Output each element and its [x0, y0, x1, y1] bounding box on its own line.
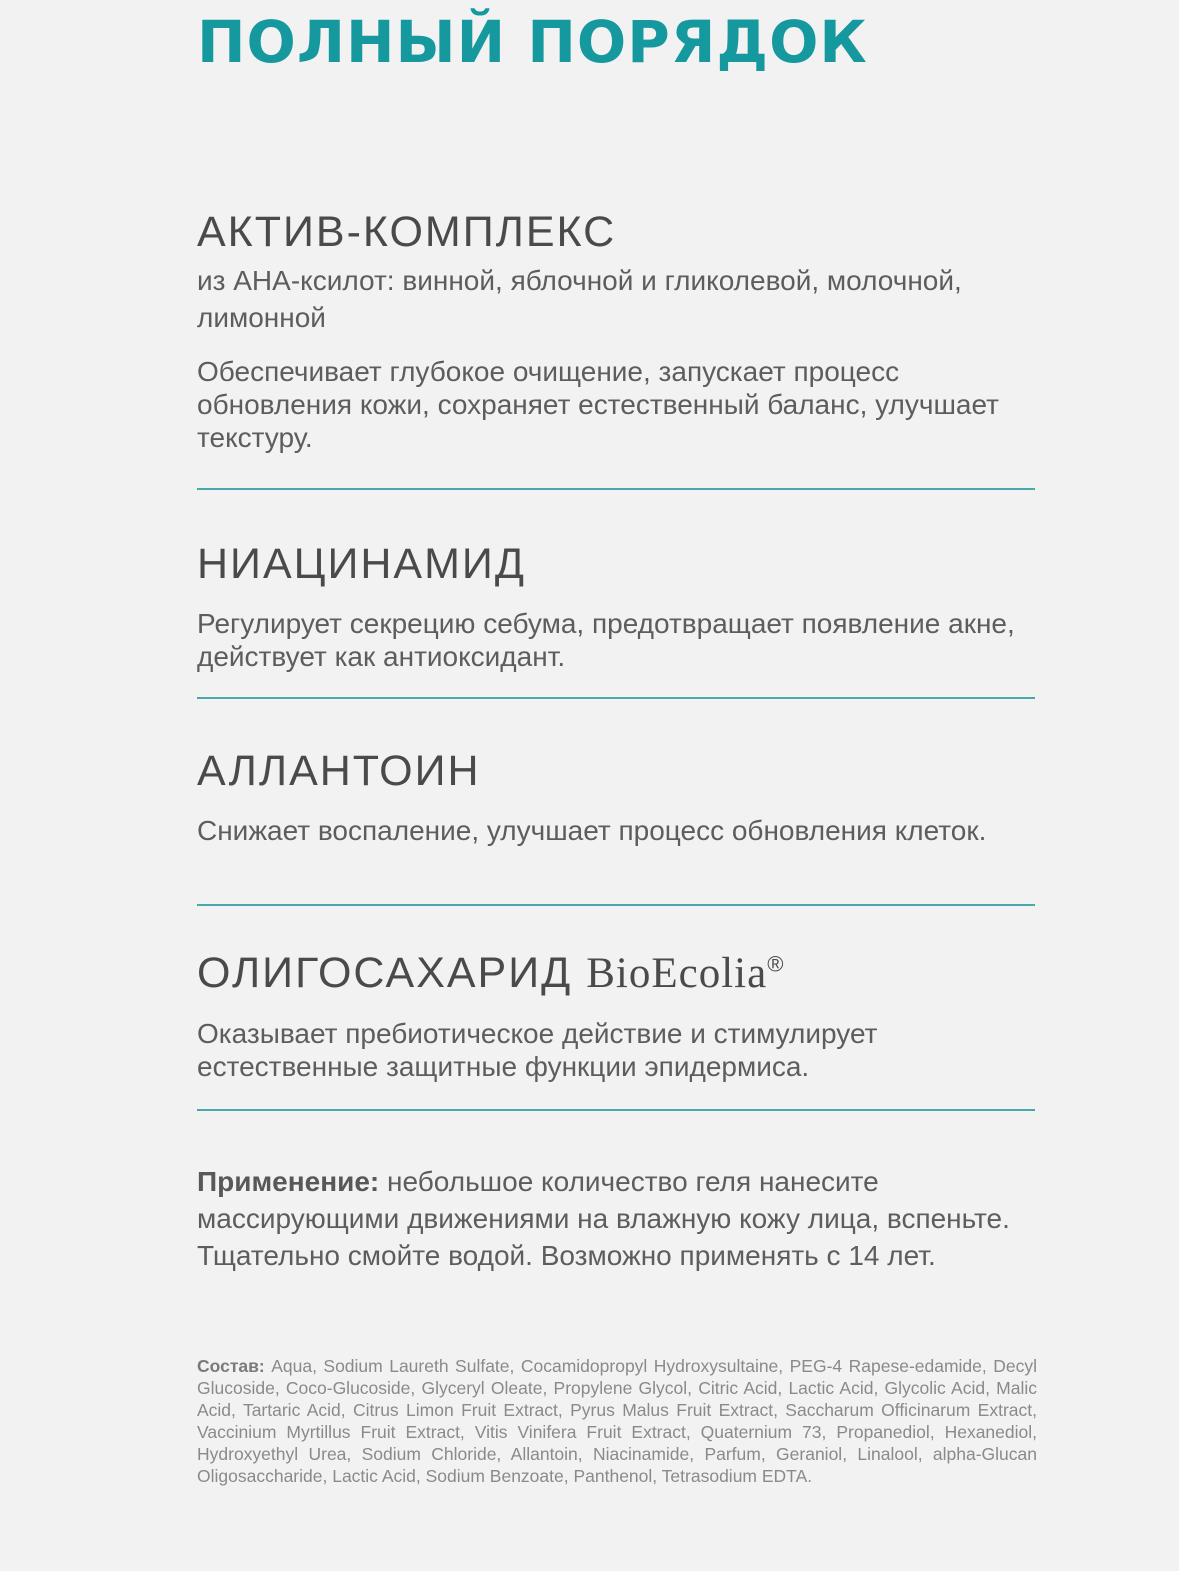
- ingredient-description: Снижает воспаление, улучшает процесс обновления клеток.: [197, 815, 987, 846]
- ingredient-title: АКТИВ-КОМПЛЕКС: [197, 208, 617, 256]
- section-divider: [197, 697, 1035, 699]
- ingredient-section-niacinamide: [197, 538, 1037, 673]
- page-title: ПОЛНЫЙ ПОРЯДОК: [197, 8, 868, 76]
- ingredient-section-oligosaccharide: [197, 947, 1037, 1083]
- section-divider: [197, 1109, 1035, 1111]
- ingredient-title-text: ОЛИГОСАХАРИД: [197, 949, 573, 997]
- ingredient-section-allantoin: [197, 745, 1037, 847]
- usage-instructions: [197, 1163, 1037, 1274]
- composition-list: [197, 1355, 1037, 1487]
- ingredient-title: АЛЛАНТОИН: [197, 747, 481, 795]
- ingredient-title: [197, 947, 1037, 1000]
- section-divider: [197, 488, 1035, 490]
- ingredient-description: Обеспечивает глубокое очищение, запускает процесс обновления кожи, сохраняет естественный баланс, улучшает текстуру.: [197, 356, 999, 453]
- ingredient-subtitle: из АНА-ксилот: винной, яблочной и гликолевой, молочной, лимонной: [197, 265, 962, 333]
- ingredient-title: НИАЦИНАМИД: [197, 540, 526, 588]
- section-divider: [197, 904, 1035, 906]
- brand-name: BioEcolia: [586, 950, 768, 997]
- usage-text: небольшое количество геля нанесите массирующими движениями на влажную кожу лица, вспеньте. Тщательно смойте водой. Возможно применять с 14 лет.: [197, 1166, 1010, 1271]
- ingredient-description: Оказывает пребиотическое действие и стимулирует естественные защитные функции эпидермиса.: [197, 1018, 878, 1082]
- composition-label: Состав:: [197, 1356, 265, 1376]
- ingredient-section-active-complex: [197, 206, 1037, 454]
- registered-mark: ®: [767, 951, 786, 977]
- composition-text: Aqua, Sodium Laureth Sulfate, Cocamidopropyl Hydroxysultaine, PEG-4 Rapese-edamide, Decyl Glucoside, Coco-Glucoside, Glyceryl Oleate, Propylene Glycol, Citric Acid, Lactic Acid, Glycolic Acid, Malic Acid, Tartaric Acid, Citrus Limon Fruit Extract, Pyrus Malus Fruit Extract, Saccharum Officinarum Extract, Vaccinium Myrtillus Fruit Extract, Vitis Vinifera Fruit Extract, Quaternium 73, Propanediol, Hexanediol, Hydroxyethyl Urea, Sodium Chloride, Allantoin, Niacinamide, Parfum, Geraniol, Linalool, alpha-Glucan Oligosaccharide, Lactic Acid, Sodium Benzoate, Panthenol, Tetrasodium EDTA.: [197, 1356, 1037, 1486]
- ingredient-description: Регулирует секрецию себума, предотвращает появление акне, действует как антиоксидант.: [197, 608, 1015, 672]
- usage-label: Применение:: [197, 1166, 380, 1197]
